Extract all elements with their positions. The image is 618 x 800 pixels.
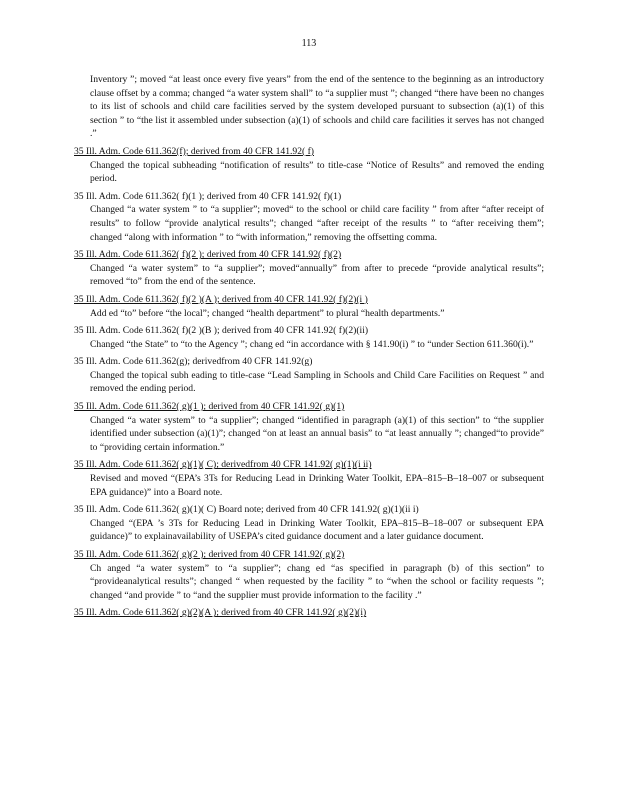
entry-description: Changed “the State” to “to the Agency ”; chang ed “in accordance with § 141.90(i) ” to “under Section 611.360(i).” xyxy=(90,338,534,350)
entry xyxy=(74,503,544,544)
entry-citation: 35 Ill. Adm. Code 611.362( g)(1)( C) Board note; derived from 40 CFR 141.92( g)(1)(ii i) xyxy=(74,504,419,516)
entry-description: Changed the topical subh eading to title-case “Lead Sampling in Schools and Child Care Facilities on Request ” and removed the ending period. xyxy=(90,369,544,395)
entry-citation: 35 Ill. Adm. Code 611.362( g)(1 ); derived from 40 CFR 141.92( g)(1) xyxy=(74,401,345,413)
entry-citation: 35 Ill. Adm. Code 611.362( f)(1 ); derived from 40 CFR 141.92( f)(1) xyxy=(74,190,342,202)
entry xyxy=(74,293,544,320)
entry-citation: 35 Ill. Adm. Code 611.362(g); derivedfrom 40 CFR 141.92(g) xyxy=(74,356,313,368)
entry-citation: 35 Ill. Adm. Code 611.362( g)(1)( C); derivedfrom 40 CFR 141.92( g)(1)(i ii) xyxy=(74,459,372,471)
entry-description: Changed “a water system ” to “a supplier”; moved“ to the school or child care facility ” from after “after receipt of results” to follow “provide analytical results”; changed “after receipt of the results ” to “after receiving them”; changed “along with information ” to “with information,” removing the offsetting comma. xyxy=(90,204,544,243)
entry-description: Changed the topical subheading “notification of results” to title-case “Notice of Results” and removed the ending period. xyxy=(90,159,544,185)
entry xyxy=(74,548,544,602)
entry xyxy=(74,145,544,186)
entry xyxy=(74,606,544,620)
entry xyxy=(74,190,544,244)
page-number: 113 xyxy=(301,38,317,49)
entry xyxy=(74,400,544,454)
entry-citation: 35 Ill. Adm. Code 611.362( g)(2)(A ); derived from 40 CFR 141.92( g)(2)(i) xyxy=(74,607,367,619)
entry-citation: 35 Ill. Adm. Code 611.362( g)(2 ); derived from 40 CFR 141.92( g)(2) xyxy=(74,549,345,560)
entry-citation: 35 Ill. Adm. Code 611.362( f)(2 )(B ); derived from 40 CFR 141.92( f)(2)(ii) xyxy=(74,325,369,337)
entry-description: Add ed “to” before “the local”; changed “health department” to plural “health departments.” xyxy=(90,307,445,319)
entry-description: Changed “(EPA ’s 3Ts for Reducing Lead in Drinking Water Toolkit, EPA–815–B–18–007 or subsequent EPA guidance)” to explainavailability of USEPA’s cited guidance document and a later guidance document. xyxy=(90,517,544,543)
document-body xyxy=(74,73,544,620)
entry xyxy=(74,248,544,289)
entry xyxy=(74,324,544,351)
entry-citation: 35 Ill. Adm. Code 611.362(f); derived from 40 CFR 141.92( f) xyxy=(74,145,314,157)
entry-description: Revised and moved “(EPA’s 3Ts for Reducing Lead in Drinking Water Toolkit, EPA–815–B–18–007 or subsequent EPA guidance)” into a Board note. xyxy=(90,473,544,498)
entry xyxy=(74,458,544,499)
entry-description: Changed “a water system” to “a supplier”; moved“annually” from after to precede “provide analytical results”; removed “to” from the end of the sentence. xyxy=(90,262,544,288)
entry-citation: 35 Ill. Adm. Code 611.362( f)(2 ); derived from 40 CFR 141.92( f)(2) xyxy=(74,249,342,261)
intro-paragraph: Inventory ”; moved “at least once every five years” from the end of the sentence to the beginning as an introductory clause offset by a comma; changed “a water system shall” to “a supplier must ”; changed “there have been no changes to its list of schools and child care facilities served by the system developed pursuant to subsection (a)(1) of this section ” to “the list it assembled under subsection (a)(1) of schools and child care facilities it serves has not changed .” xyxy=(90,74,544,140)
entry-description: Changed “a water system” to “a supplier”; changed “identified in paragraph (a)(1) of this section” to “the supplier identified under subsection (a)(1)”; changed “on at least an annual basis” to “at least annually ”; changed“to provide” to “providing certain information.” xyxy=(90,414,544,453)
entry-citation: 35 Ill. Adm. Code 611.362( f)(2 )(A ); derived from 40 CFR 141.92( f)(2)(i ) xyxy=(74,293,368,305)
entry xyxy=(74,355,544,396)
entry-description: Ch anged “a water system” to “a supplier”; chang ed “as specified in paragraph (b) of this section” to “provideanalytical results”; changed “ when requested by the facility ” to “when the school or facility requests ”; changed “and provide ” to “and the supplier must provide information to the facility .” xyxy=(90,562,544,601)
